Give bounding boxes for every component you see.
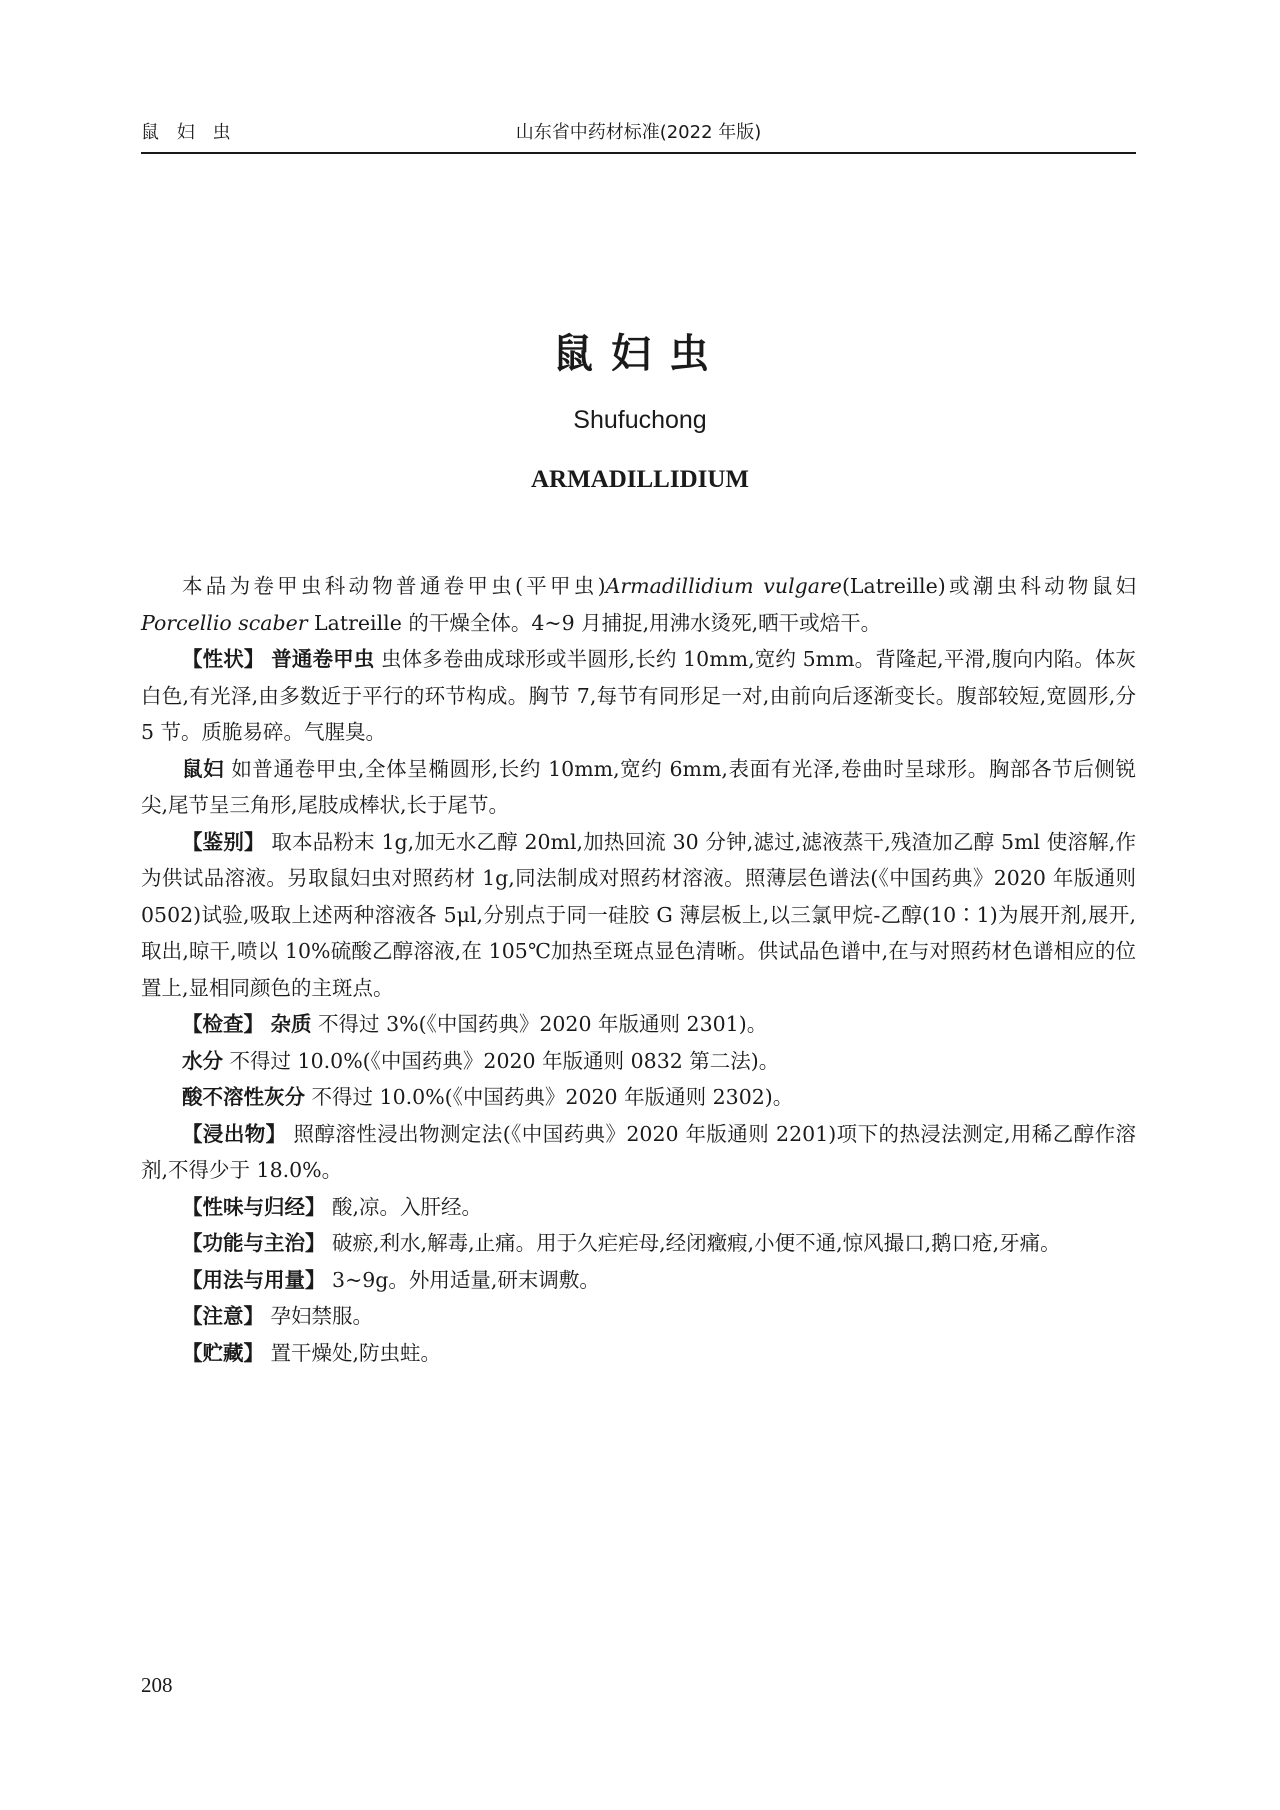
inspection-item: 酸不溶性灰分 不得过 10.0%(《中国药典》2020 年版通则 2302)。 [182, 1085, 794, 1109]
intro-paragraph: 本品为卷甲虫科动物普通卷甲虫(平甲虫)Armadillidium vulgare(Latreille)或潮虫科动物鼠妇 Porcellio scaber Latreille 的干燥全体。4~9 月捕捉,用沸水烫死,晒干或焙干。 [141, 574, 1136, 635]
section-heading: 【性状】 [182, 647, 265, 671]
section-property-meridian: 【性味与归经】 酸,凉。入肝经。 [182, 1194, 483, 1219]
subsection-label: 水分 [182, 1048, 223, 1073]
header-rule [141, 152, 1136, 154]
section-description-shufu: 鼠妇 如普通卷甲虫,全体呈椭圆形,长约 10mm,宽约 6mm,表面有光泽,卷曲时呈球形。胸部各节后侧锐尖,尾节呈三角形,尾肢成棒状,长于尾节。 [141, 756, 1136, 817]
section-heading: 【检查】 [182, 1012, 264, 1036]
section-inspection: 【检查】 杂质 不得过 3%(《中国药典》2020 年版通则 2301)。 [182, 1012, 768, 1036]
species-name: Porcellio scaber [141, 610, 308, 635]
section-identification: 【鉴别】 取本品粉末 1g,加无水乙醇 20ml,加热回流 30 分钟,滤过,滤液蒸干,残渣加乙醇 5ml 使溶解,作为供试品溶液。另取鼠妇虫对照药材 1g,同法制成对照药材溶液。照薄层色谱法(《中国药典》2020 年版通则 0502)试验,吸取上述两种溶液各 5μl,分别点于同一硅胶 G 薄层板上,以三氯甲烷-乙醇(10∶1)为展开剂,展开,取出,晾干,喷以 10%硫酸乙醇溶液,在 105℃加热至斑点显色清晰。供试品色谱中,在与对照药材色谱相应的位置上,显相同颜色的主斑点。 [141, 829, 1136, 1000]
subsection-label: 酸不溶性灰分 [182, 1085, 305, 1109]
subsection-label: 普通卷甲虫 [271, 647, 375, 671]
monograph-body [141, 568, 1136, 1371]
section-usage-dosage: 【用法与用量】 3~9g。外用适量,研末调敷。 [182, 1267, 600, 1292]
section-caution: 【注意】 孕妇禁服。 [182, 1304, 374, 1328]
section-description: 【性状】 普通卷甲虫 虫体多卷曲成球形或半圆形,长约 10mm,宽约 5mm。背隆起,平滑,腹向内陷。体灰白色,有光泽,由多数近于平行的环节构成。胸节 7,每节有同形足一对,由前向后逐渐变长。腹部较短,宽圆形,分 5 节。质脆易碎。气腥臭。 [141, 647, 1137, 744]
section-heading: 【注意】 [182, 1304, 264, 1328]
section-heading: 【功能与主治】 [182, 1231, 326, 1255]
subsection-label: 杂质 [270, 1012, 312, 1036]
inspection-item: 水分 不得过 10.0%(《中国药典》2020 年版通则 0832 第二法)。 [182, 1048, 780, 1073]
page-number: 208 [141, 1673, 173, 1697]
section-extractives: 【浸出物】 照醇溶性浸出物测定法(《中国药典》2020 年版通则 2201)项下的热浸法测定,用稀乙醇作溶剂,不得少于 18.0%。 [141, 1121, 1136, 1182]
section-heading: 【用法与用量】 [182, 1267, 326, 1292]
pinyin-name: Shufuchong [573, 406, 707, 434]
section-heading: 【贮藏】 [182, 1340, 264, 1365]
monograph-title: 鼠妇虫 [553, 331, 727, 377]
section-heading: 【性味与归经】 [182, 1194, 326, 1219]
section-heading: 【浸出物】 [182, 1121, 287, 1146]
species-name: Armadillidium vulgare [605, 574, 842, 598]
running-head-book-title: 山东省中药材标准(2022 年版) [515, 122, 762, 143]
subsection-label: 鼠妇 [182, 756, 225, 781]
latin-name: ARMADILLIDIUM [530, 466, 750, 493]
running-head [141, 118, 1136, 148]
running-head-section: 鼠 妇 虫 [141, 122, 237, 143]
section-function-indication: 【功能与主治】 破瘀,利水,解毒,止痛。用于久疟疟母,经闭癥瘕,小便不通,惊风撮口,鹅口疮,牙痛。 [182, 1231, 1061, 1255]
section-heading: 【鉴别】 [182, 829, 265, 854]
section-storage: 【贮藏】 置干燥处,防虫蛀。 [182, 1340, 442, 1365]
